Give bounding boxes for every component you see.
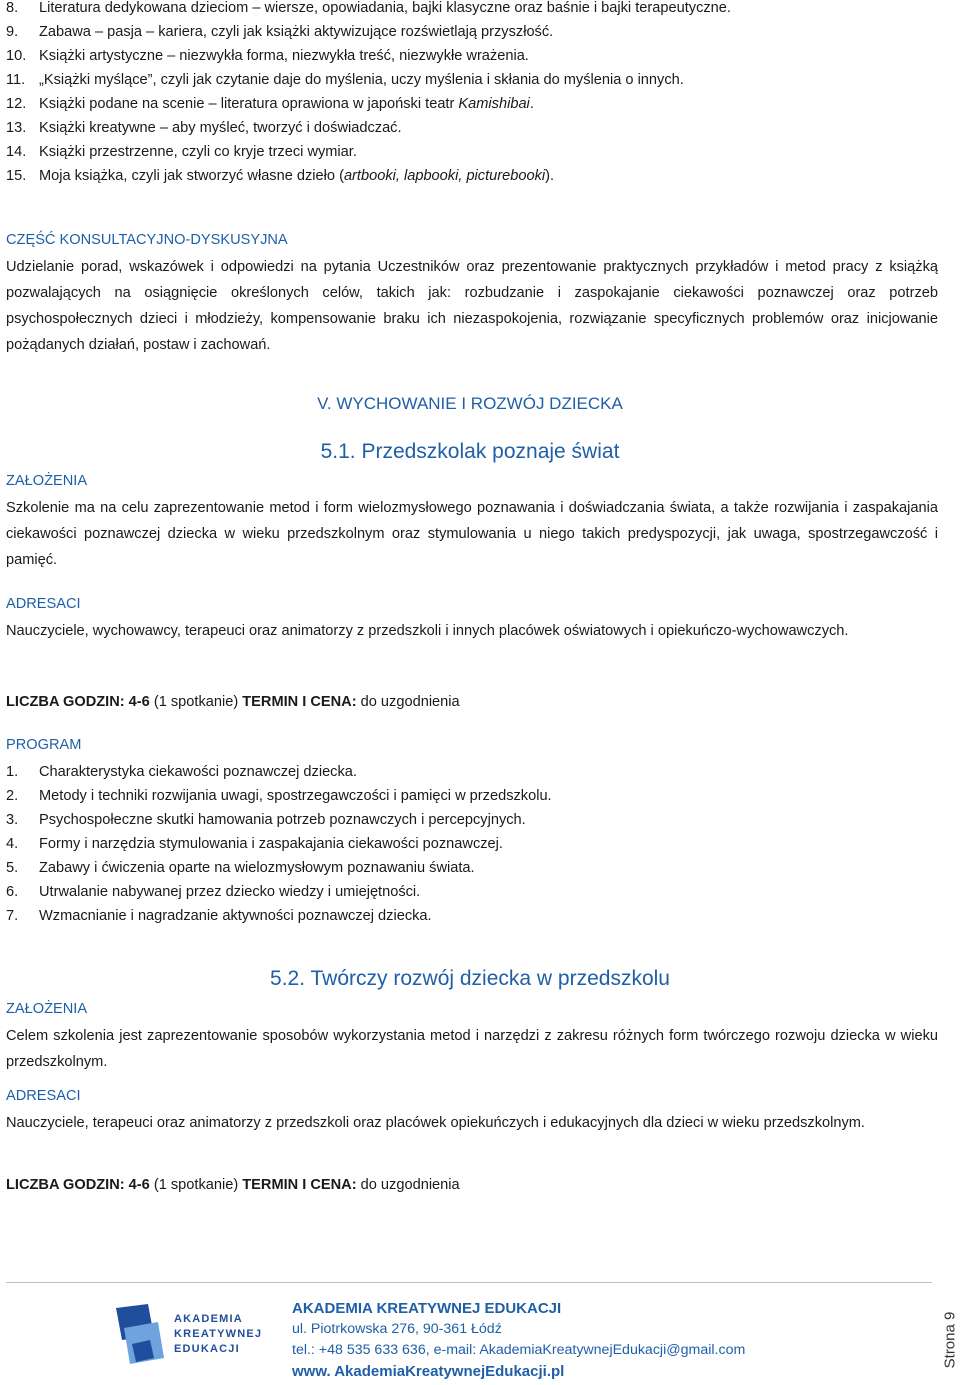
- program-label: PROGRAM: [6, 737, 82, 753]
- program-item-text: Psychospołeczne skutki hamowania potrzeb poznawczych i percepcyjnych.: [39, 812, 526, 828]
- hours-note: (1 spotkanie): [149, 1177, 243, 1193]
- list-item-number: 12.: [6, 96, 27, 112]
- list-item-text: Książki podane na scenie – literatura oprawiona w japoński teatr: [39, 96, 459, 112]
- list-item: [6, 0, 731, 18]
- hours-label: LICZBA GODZIN: 4-6: [6, 1177, 150, 1193]
- program-item-number: 1.: [6, 764, 19, 780]
- program-item-text: Charakterystyka ciekawości poznawczej dziecka.: [39, 764, 357, 780]
- program-item-text: Formy i narzędzia stymulowania i zaspakajania ciekawości poznawczej.: [39, 836, 503, 852]
- program-item-number: 6.: [6, 884, 19, 900]
- program-item-number: 7.: [6, 908, 19, 924]
- program-item-number: 3.: [6, 812, 19, 828]
- list-item-text: „Książki myślące”, czyli jak czytanie daje do myślenia, uczy myślenia i skłania do myślenia o innych.: [39, 72, 684, 88]
- list-item: [6, 142, 357, 162]
- program-item: [6, 834, 503, 854]
- footer-contact: [292, 1298, 745, 1382]
- list-item-italic: Kamishibai: [458, 96, 530, 112]
- audience-label: ADRESACI: [6, 1088, 81, 1104]
- footer-divider: [6, 1282, 932, 1283]
- audience-paragraph: [6, 1110, 938, 1136]
- term-value: do uzgodnienia: [356, 1177, 460, 1193]
- program-item: [6, 786, 552, 806]
- consult-label: CZĘŚĆ KONSULTACYJNO-DYSKUSYJNA: [6, 232, 288, 248]
- list-item-number: 9.: [6, 24, 19, 40]
- list-item: [6, 166, 554, 186]
- course-title: 5.2. Twórczy rozwój dziecka w przedszkolu: [270, 967, 670, 990]
- list-item-text: Książki artystyczne – niezwykła forma, niezwykła treść, niezwykłe wrażenia.: [39, 48, 529, 64]
- hours-note: (1 spotkanie): [149, 694, 243, 710]
- list-item-after: ).: [545, 168, 555, 184]
- audience-text: Nauczyciele, wychowawcy, terapeuci oraz animatorzy z przedszkoli i innych placówek oświatowych i opiekuńczo-wychowawczych.: [6, 623, 849, 639]
- program-item-text: Wzmacnianie i nagradzanie aktywności poznawczej dziecka.: [39, 908, 432, 924]
- hours-line: [6, 1175, 460, 1195]
- audience-paragraph: [6, 618, 938, 644]
- program-item-text: Utrwalanie nabywanej przez dziecko wiedzy i umiejętności.: [39, 884, 421, 900]
- list-item-text: Moja książka, czyli jak stworzyć własne dzieło (: [39, 168, 344, 184]
- assumptions-label: ZAŁOŻENIA: [6, 473, 88, 489]
- logo-text-3: EDUKACJI: [174, 1343, 240, 1355]
- program-item: [6, 882, 420, 902]
- assumptions-text: Celem szkolenia jest zaprezentowanie sposobów wykorzystania metod i narzędzi z zakresu różnych form twórczego rozwoju dziecka w wieku przedszkolnym.: [6, 1028, 938, 1070]
- list-item: [6, 118, 402, 138]
- term-value: do uzgodnienia: [356, 694, 460, 710]
- list-item-number: 14.: [6, 144, 27, 160]
- hours-line: [6, 692, 460, 712]
- program-item: [6, 762, 357, 782]
- assumptions-label: ZAŁOŻENIA: [6, 1001, 88, 1017]
- list-item-text: Książki przestrzenne, czyli co kryje trzeci wymiar.: [39, 144, 357, 160]
- assumptions-paragraph: [6, 1023, 938, 1075]
- page-number-text: Strona 9: [941, 1311, 959, 1369]
- program-item-text: Metody i techniki rozwijania uwagi, spostrzegawczości i pamięci w przedszkolu.: [39, 788, 552, 804]
- page-number: [940, 1300, 960, 1380]
- consult-text: Udzielanie porad, wskazówek i odpowiedzi na pytania Uczestników oraz prezentowanie praktycznych przykładów i metod pracy z książką pozwalających na osiągnięcie określonych celów, takich jak: rozbudzanie i zaspokajanie ciekawości poznawczej oraz potrzeb psychospołecznych dzieci i młodzieży, kompensowanie braku ich niezaspokojenia, rozwiązanie specyficznych problemów oraz inicjowanie pożądanych działań, postaw i zachowań.: [6, 259, 938, 353]
- program-item-number: 4.: [6, 836, 19, 852]
- course-title: 5.1. Przedszkolak poznaje świat: [320, 440, 620, 463]
- footer-address: ul. Piotrkowska 276, 90-361 Łódź: [292, 1321, 502, 1337]
- logo-text-2: KREATYWNEJ: [174, 1328, 263, 1340]
- list-item-text: Zabawa – pasja – kariera, czyli jak książki aktywizujące rozświetlają przyszłość.: [39, 24, 554, 40]
- program-item-number: 5.: [6, 860, 19, 876]
- term-label: TERMIN I CENA:: [242, 1177, 357, 1193]
- assumptions-paragraph: [6, 495, 938, 573]
- list-item-number: 11.: [6, 72, 26, 88]
- footer-org: AKADEMIA KREATYWNEJ EDUKACJI: [292, 1300, 562, 1317]
- list-item: [6, 70, 684, 90]
- academy-logo: [114, 1300, 264, 1370]
- list-item: [6, 94, 534, 114]
- program-item-text: Zabawy i ćwiczenia oparte na wielozmysłowym poznawaniu świata.: [39, 860, 475, 876]
- list-item-text: Książki kreatywne – aby myśleć, tworzyć i doświadczać.: [39, 120, 402, 136]
- assumptions-text: Szkolenie ma na celu zaprezentowanie metod i form wielozmysłowego poznawania i doświadczania świata, a także rozwijania i zaspakajania ciekawości poznawczej dziecka w wieku przedszkolnym oraz stymulowania u niego takich predyspozycji, jak uwaga, spostrzegawczość i pamięć.: [6, 500, 938, 568]
- list-item-after: .: [529, 96, 534, 112]
- footer-website[interactable]: www. AkademiaKreatywnejEdukacji.pl: [292, 1363, 565, 1380]
- program-item-number: 2.: [6, 788, 19, 804]
- list-item-number: 13.: [6, 120, 27, 136]
- hours-label: LICZBA GODZIN: 4-6: [6, 694, 150, 710]
- footer-contact-line: tel.: +48 535 633 636, e-mail: AkademiaKreatywnejEdukacji@gmail.com: [292, 1342, 746, 1358]
- list-item-number: 10.: [6, 48, 27, 64]
- program-item: [6, 810, 526, 830]
- list-item-number: 8.: [6, 0, 19, 16]
- list-item-text: Literatura dedykowana dzieciom – wiersze, opowiadania, bajki klasyczne oraz baśnie i bajki terapeutyczne.: [39, 0, 731, 16]
- section-heading: V. WYCHOWANIE I ROZWÓJ DZIECKA: [317, 394, 623, 413]
- audience-label: ADRESACI: [6, 596, 81, 612]
- program-item: [6, 858, 475, 878]
- list-item-italic: artbooki, lapbooki, picturebooki: [343, 168, 546, 184]
- term-label: TERMIN I CENA:: [242, 694, 357, 710]
- audience-text: Nauczyciele, terapeuci oraz animatorzy z przedszkoli oraz placówek opiekuńczych i edukacyjnych dla dzieci w wieku przedszkolnym.: [6, 1115, 865, 1131]
- consult-paragraph: [6, 254, 938, 358]
- list-item-number: 15.: [6, 168, 27, 184]
- list-item: [6, 22, 553, 42]
- program-item: [6, 906, 432, 926]
- list-item: [6, 46, 529, 66]
- logo-text-1: AKADEMIA: [174, 1313, 243, 1325]
